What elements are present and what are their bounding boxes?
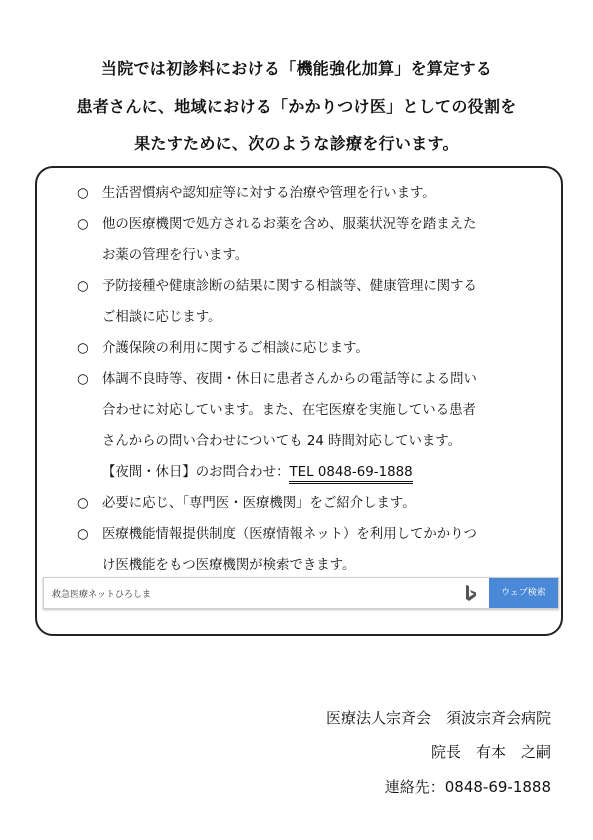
notice-heading-line-1: 当院では初診料における「機能強化加算」を算定する — [100, 59, 493, 78]
service-item — [77, 488, 557, 519]
bing-icon — [464, 584, 478, 602]
circle-bullet-icon: ○ — [77, 527, 89, 542]
service-text: 介護保険の利用に関するご相談に応じます。 — [102, 341, 369, 356]
service-item — [77, 209, 557, 271]
service-item — [77, 519, 557, 581]
contact-number: 連絡先：0848-69-1888 — [384, 778, 551, 796]
service-text: 医療機能情報提供制度（医療情報ネット）を利用してかかりつ — [102, 527, 477, 542]
circle-bullet-icon: ○ — [77, 186, 89, 201]
service-text: 体調不良時等、夜間・休日に患者さんからの電話等による問い — [102, 372, 477, 387]
circle-bullet-icon: ○ — [77, 279, 89, 294]
service-text: ご相談に応じます。 — [102, 310, 222, 325]
service-text: お薬の管理を行います。 — [102, 248, 249, 263]
services-box — [35, 166, 563, 636]
service-item — [77, 333, 557, 364]
services-list — [77, 178, 557, 581]
service-item — [77, 271, 557, 333]
service-text: け医機能をもつ医療機関が検索できます。 — [102, 558, 356, 573]
circle-bullet-icon: ○ — [77, 496, 89, 511]
service-item — [77, 364, 557, 488]
tel-number[interactable]: TEL 0848-69-1888 — [289, 465, 412, 484]
notice-heading-line-3: 果たすために、次のような診療を行います。 — [134, 134, 459, 153]
service-text: 予防接種や健康診断の結果に関する相談等、健康管理に関する — [102, 279, 477, 294]
circle-bullet-icon: ○ — [77, 341, 89, 356]
hospital-name: 医療法人宗斉会 須波宗斉会病院 — [325, 709, 551, 727]
search-bar — [43, 577, 559, 609]
search-input[interactable]: 救急医療ネットひろしま — [52, 590, 152, 600]
service-text: 必要に応じ、「専門医・医療機関」をご紹介します。 — [102, 496, 416, 511]
service-item — [77, 178, 557, 209]
web-search-button[interactable]: ウェブ検索 — [489, 578, 558, 608]
service-text: 合わせに対応しています。また、在宅医療を実施している患者 — [102, 403, 476, 418]
director-name: 院長 有本 之嗣 — [430, 743, 551, 761]
circle-bullet-icon: ○ — [77, 217, 89, 232]
service-text: さんからの問い合わせについても 24 時間対応しています。 — [102, 434, 461, 449]
tel-prefix: 【夜間・休日】のお問合わせ： — [102, 465, 290, 480]
circle-bullet-icon: ○ — [77, 372, 89, 387]
service-text: 生活習慣病や認知症等に対する治療や管理を行います。 — [102, 186, 436, 201]
night-holiday-contact — [102, 457, 557, 488]
service-text: 他の医療機関で処方されるお薬を含め、服薬状況等を踏まえた — [102, 217, 477, 232]
notice-heading-line-2: 患者さんに、地域における「かかりつけ医」としての役割を — [76, 97, 517, 116]
